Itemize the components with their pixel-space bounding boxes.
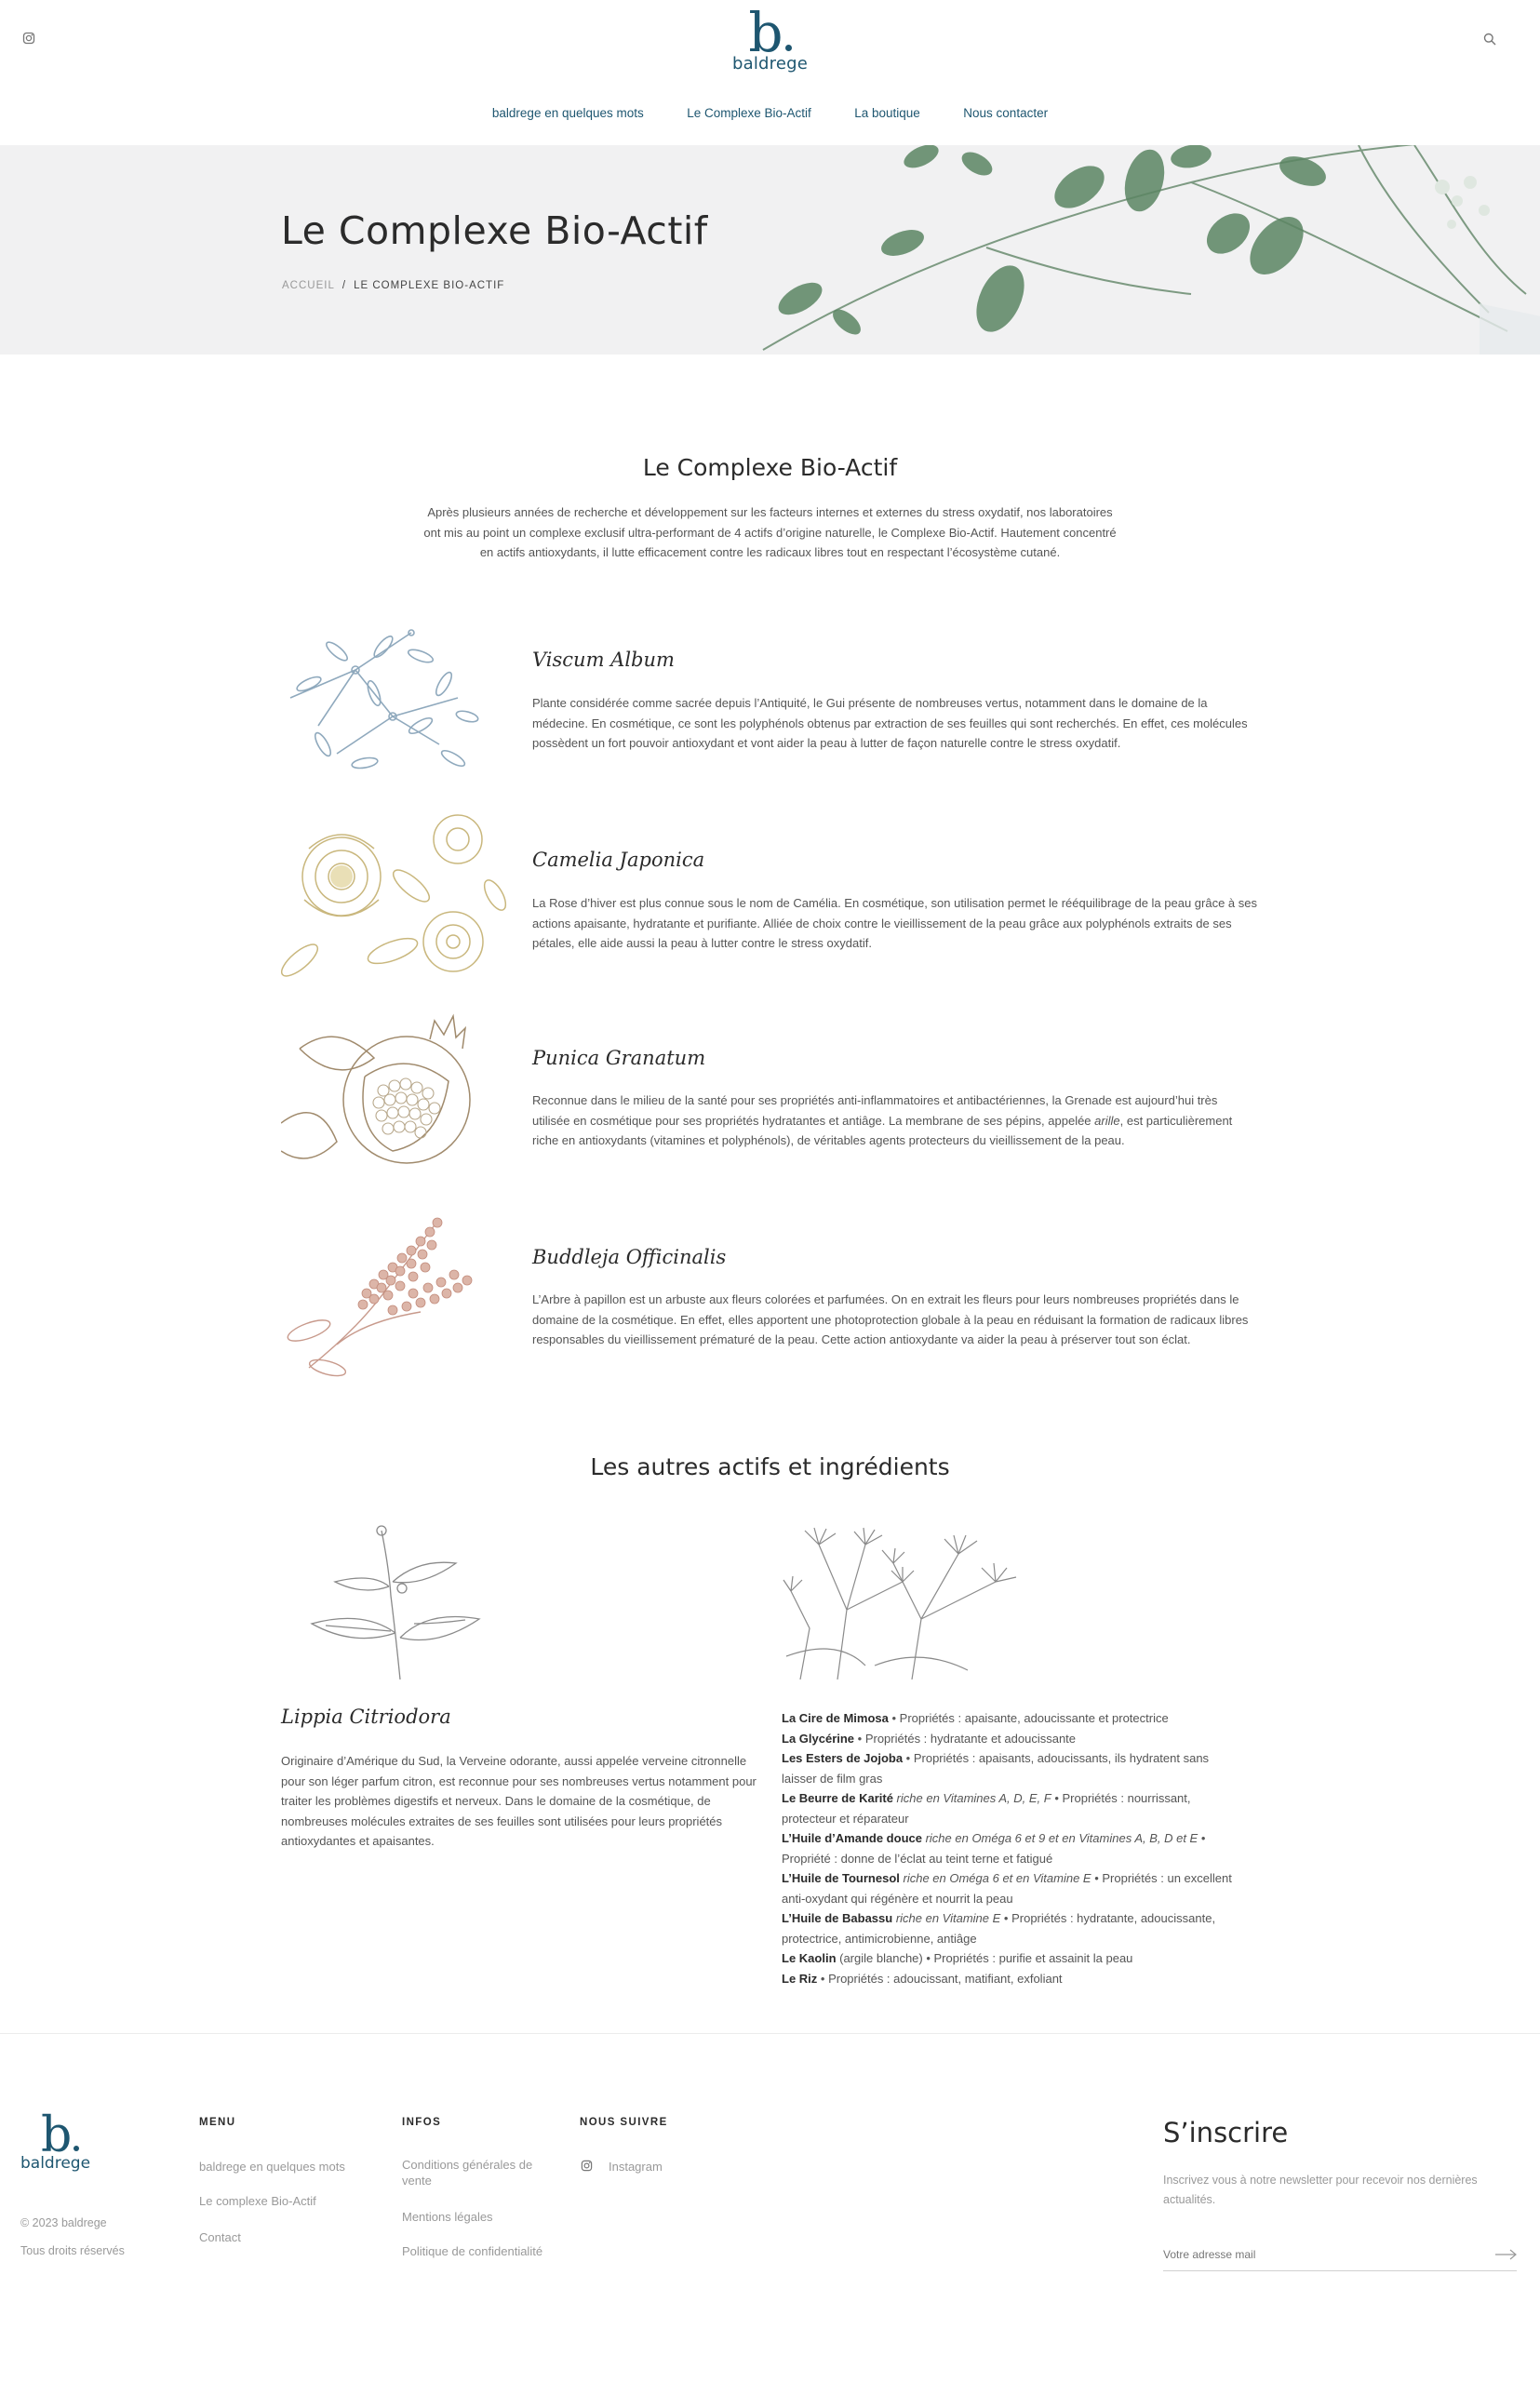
ingredient-name: La Glycérine (782, 1731, 855, 1746)
active-title-viscum: Viscum Album (532, 649, 675, 671)
ingredients-list (782, 1708, 1247, 1988)
eucalyptus-branch-illustration (707, 145, 1540, 355)
logo-wordmark: baldrege (731, 54, 809, 74)
footer-follow-title: NOUS SUIVRE (580, 2117, 668, 2128)
ingredient-item (782, 1729, 1247, 1749)
punica-text-start: Reconnue dans le milieu de la santé pour ses propriétés anti-inflammatoires et antibactériennes, la Grenade est aujourd’hui très utilisée en cosmétique pour ses propriétés hydratantes et antiâge. La membrane de ses pépins, appelée (532, 1093, 1218, 1128)
ingredient-item (782, 1868, 1247, 1908)
breadcrumb-home[interactable]: ACCUEIL (282, 280, 335, 291)
ingredient-props: • Propriétés : adoucissant, matifiant, exfoliant (817, 1971, 1063, 1986)
nav-item-shop[interactable]: La boutique (854, 106, 920, 120)
footer-logo[interactable] (20, 2108, 91, 2173)
section-title-others: Les autres actifs et ingrédients (590, 1453, 950, 1480)
ingredient-item (782, 1788, 1247, 1828)
breadcrumb (282, 280, 504, 291)
ingredient-props: • Propriétés : apaisante, adoucissante et protectrice (888, 1711, 1169, 1725)
viscum-album-illustration (281, 614, 509, 782)
ingredient-props: • Propriétés : un excellent anti-oxydant qui régénère et nourrit la peau (782, 1871, 1232, 1906)
footer-logo-wordmark: baldrege (20, 2154, 91, 2173)
active-title-buddleja: Buddleja Officinalis (532, 1246, 727, 1268)
ingredient-note: riche en Vitamine E (892, 1911, 1001, 1925)
ingredient-item (782, 1708, 1247, 1729)
ingredient-name: L’Huile de Tournesol (782, 1871, 900, 1885)
ingredient-props: • Propriétés : apaisants, adoucissants, ils hydratent sans laisser de film gras (782, 1751, 1210, 1786)
footer-link-about[interactable]: baldrege en quelques mots (199, 2160, 345, 2174)
ingredient-item (782, 1948, 1247, 1969)
ingredient-item (782, 1748, 1247, 1788)
footer-logo-mark: b (20, 2117, 90, 2154)
footer-rights: Tous droits réservés (20, 2244, 125, 2257)
lippia-title: Lippia Citriodora (281, 1706, 451, 1728)
logo-mark: b (712, 11, 828, 54)
footer-link-mentions[interactable]: Mentions légales (402, 2210, 493, 2224)
ingredient-name: L’Huile d’Amande douce (782, 1831, 922, 1845)
instagram-icon[interactable] (22, 32, 35, 48)
ingredient-item (782, 1908, 1247, 1948)
ingredient-note: riche en Oméga 6 et en Vitamine E (899, 1871, 1091, 1885)
ingredient-name: Le Kaolin (782, 1951, 837, 1965)
punica-granatum-illustration (281, 1011, 509, 1179)
ingredient-item (782, 1969, 1247, 1989)
ingredient-note: riche en Vitamines A, D, E, F (892, 1791, 1051, 1805)
lippia-citriodora-illustration (307, 1521, 484, 1679)
arrow-right-icon[interactable] (1495, 2248, 1518, 2265)
active-text-camelia: La Rose d’hiver est plus connue sous le nom de Camélia. En cosmétique, son utilisation permet le rééquilibrage de la peau grâce à ses actions apaisante, hydratante et purifiante. Alliée de choix contre le vieillissement de la peau grâce aux polyphénols extraits de ses pétales, elle aide aussi la peau à lutter contre le stress oxydatif. (532, 896, 1258, 950)
newsletter-text: Inscrivez vous à notre newsletter pour recevoir nos dernières actualités. (1163, 2174, 1478, 2206)
footer-link-complexe[interactable]: Le complexe Bio-Actif (199, 2194, 316, 2208)
hero-banner (0, 145, 1540, 355)
ingredient-item (782, 1828, 1247, 1868)
breadcrumb-current: LE COMPLEXE BIO-ACTIF (354, 280, 505, 291)
camelia-japonica-illustration (281, 811, 509, 979)
ingredient-name: Le Riz (782, 1971, 818, 1986)
ingredient-name: L’Huile de Babassu (782, 1911, 893, 1925)
active-text-viscum: Plante considérée comme sacrée depuis l’Antiquité, le Gui présente de nombreuses vertus, notamment dans le domaine de la médecine. En cosmétique, ce sont les polyphénols obtenus par extraction de ses feuilles qui sont recherchés. En effet, ces molécules possèdent un fort pouvoir antioxydant et vont aider la peau à lutter de façon naturelle contre le stress oxydatif. (532, 696, 1248, 750)
ingredient-props: • Propriétés : hydratante et adoucissante (854, 1731, 1077, 1746)
active-text-punica (532, 1091, 1258, 1151)
footer-link-contact[interactable]: Contact (199, 2230, 241, 2244)
footer-menu-title: MENU (199, 2117, 236, 2128)
lippia-text: Originaire d’Amérique du Sud, la Verveine odorante, aussi appelée verveine citronnelle pour son léger parfum citron, est reconnue pour ses nombreuses vertus notamment pour traiter les problèmes digestifs et nerveux. Dans le domaine de la cosmétique, de nombreuses molécules extraites de ses feuilles sont utilisées pour leurs propriétés antioxydantes et apaisantes. (281, 1754, 757, 1848)
ingredient-props: • Propriété : donne de l’éclat au teint terne et fatigué (782, 1831, 1206, 1866)
footer-instagram-icon (581, 2160, 593, 2176)
footer-link-instagram[interactable]: Instagram (609, 2160, 663, 2174)
ingredient-props: • Propriétés : hydratante, adoucissante, protectrice, antimicrobienne, antiâge (782, 1911, 1216, 1946)
ingredient-name: La Cire de Mimosa (782, 1711, 889, 1725)
footer-divider (0, 2033, 1540, 2034)
active-title-camelia: Camelia Japonica (532, 849, 705, 871)
punica-text-italic: arille (1094, 1113, 1120, 1128)
ingredient-note: riche en Oméga 6 et 9 et en Vitamines A, B, D et E (921, 1831, 1199, 1845)
breadcrumb-separator: / (341, 280, 347, 291)
intro-text: Après plusieurs années de recherche et développement sur les facteurs internes et externes du stress oxydatif, nos laboratoires ont mis au point un complexe exclusif ultra-performant de 4 actifs d’origine naturelle, le Complexe Bio-Actif. Hautement concentré en actifs antioxydants, il lutte efficacement contre les radicaux libres tout en respectant l’écosystème cutané. (423, 505, 1117, 559)
punica-text-end: , est particulièrement riche en antioxydants (vitamines et polyphénols), de véritables agents protecteurs du vieillissement de la peau. (532, 1113, 1233, 1147)
site-logo[interactable] (712, 1, 828, 74)
ingredient-name: Les Esters de Jojoba (782, 1751, 904, 1765)
ingredient-props: (argile blanche) • Propriétés : purifie et assainit la peau (836, 1951, 1133, 1965)
footer-copyright: © 2023 baldrege (20, 2216, 107, 2229)
newsletter-title: S’inscrire (1163, 2117, 1289, 2148)
ingredient-props: • Propriétés : nourrissant, protecteur et réparateur (782, 1791, 1191, 1826)
ingredient-name: Le Beurre de Karité (782, 1791, 893, 1805)
nav-item-contact[interactable]: Nous contacter (963, 106, 1049, 120)
nav-item-about[interactable]: baldrege en quelques mots (491, 106, 644, 120)
footer-link-cgv[interactable]: Conditions générales de vente (402, 2158, 533, 2188)
umbellifer-illustration (782, 1526, 1019, 1679)
footer-infos-title: INFOS (402, 2117, 442, 2128)
search-icon[interactable] (1483, 33, 1496, 49)
buddleja-officinalis-illustration (281, 1210, 509, 1377)
active-title-punica: Punica Granatum (532, 1047, 706, 1069)
newsletter-email-input[interactable] (1163, 2238, 1517, 2271)
nav-item-complexe[interactable]: Le Complexe Bio-Actif (687, 106, 811, 120)
active-text-buddleja: L’Arbre à papillon est un arbuste aux fleurs colorées et parfumées. On en extrait les fleurs pour leurs nombreuses propriétés dans le domaine de la cosmétique. En effet, elles apportent une photoprotection globale à la peau en réduisant la formation de radicaux libres responsables du vieillissement prématuré de la peau. Cette action antioxydante va aider la peau à préserver tout son éclat. (532, 1292, 1249, 1346)
main-nav (0, 105, 1540, 122)
section-title-complexe: Le Complexe Bio-Actif (642, 454, 898, 481)
footer-link-privacy[interactable]: Politique de confidentialité (402, 2244, 543, 2258)
page-title: Le Complexe Bio-Actif (281, 208, 708, 253)
